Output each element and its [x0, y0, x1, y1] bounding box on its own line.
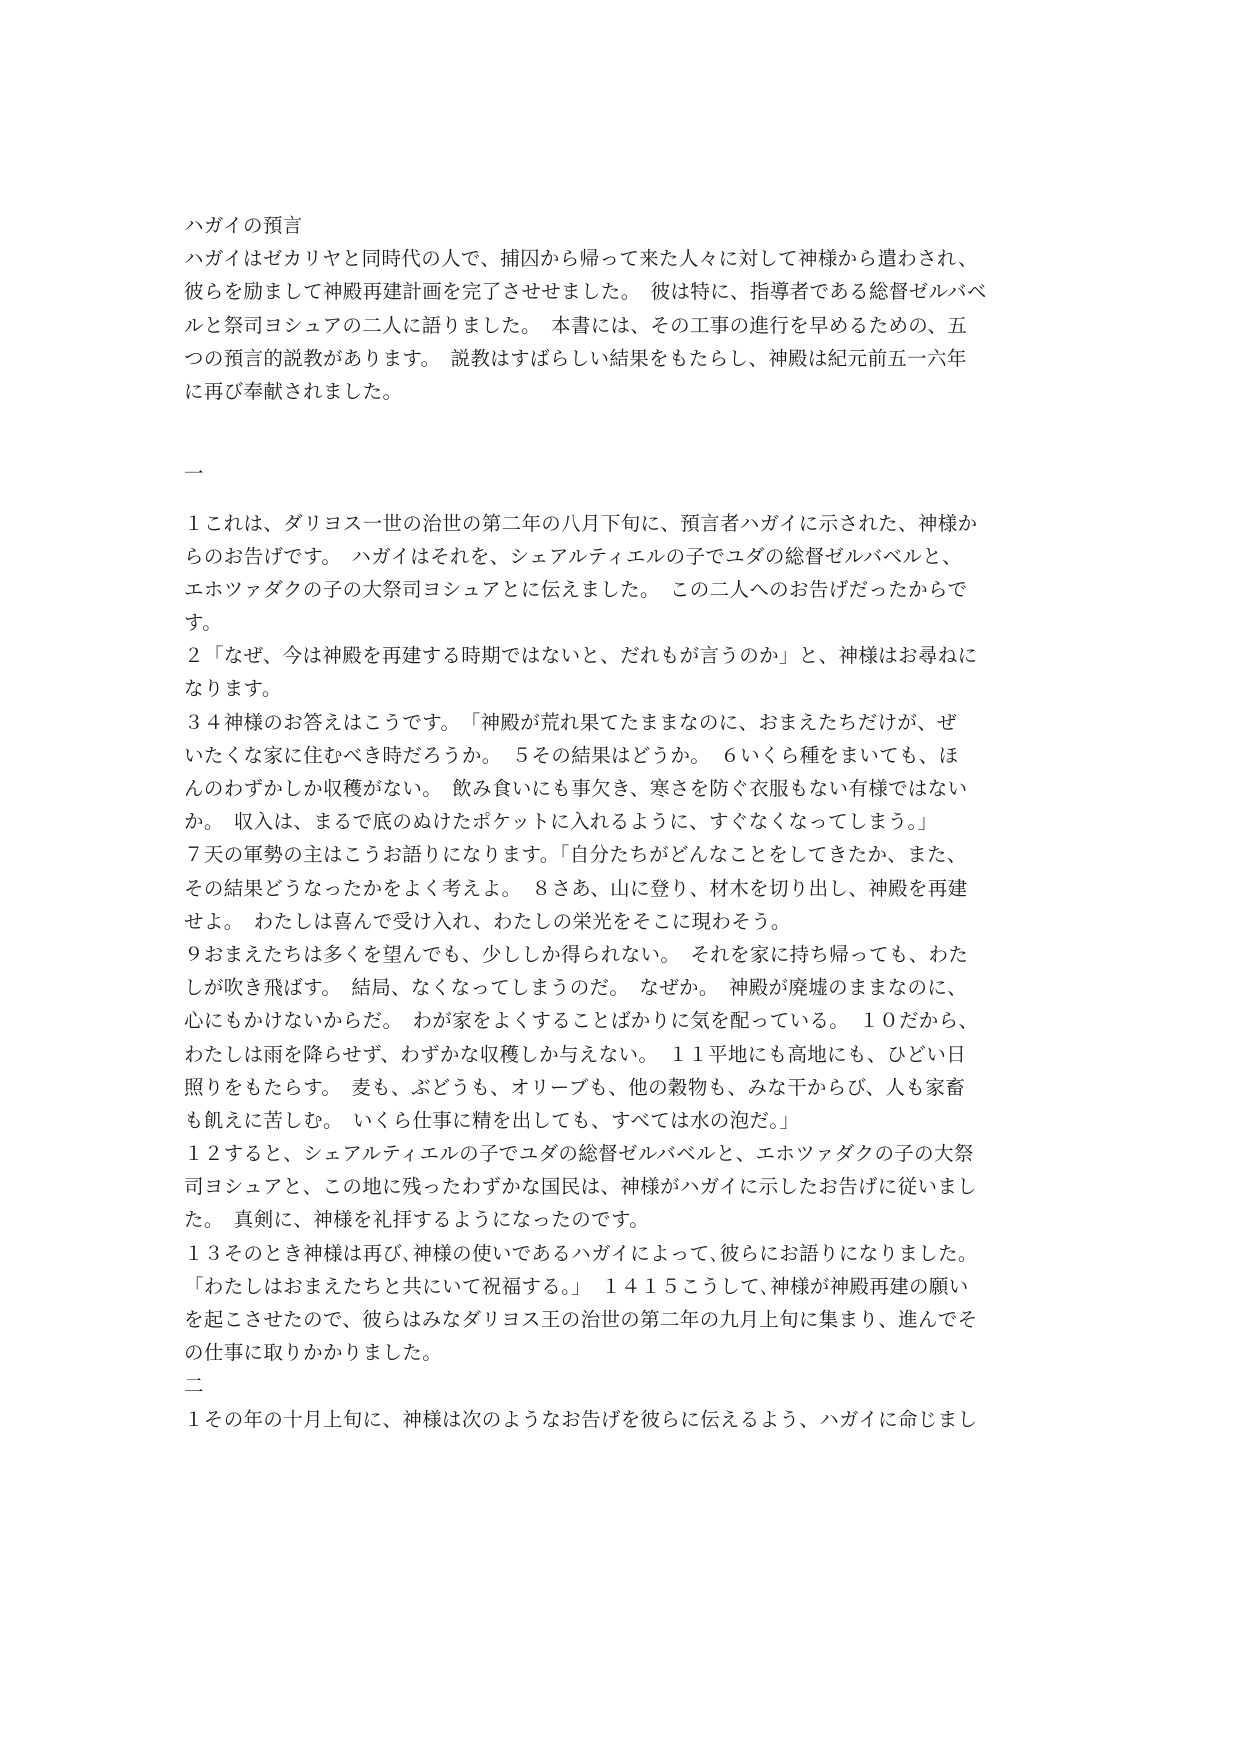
verse-line: す。 [184, 611, 223, 635]
verse-line: ７天の軍勢の主はこうお語りになります。「自分たちがどんなことをしてきたか、また、 [184, 843, 967, 867]
verse-line: 司ヨシュアと、この地に残ったわずかな国民は、神様がハガイに示したお告げに従いまし [184, 1175, 978, 1199]
intro-paragraph [184, 242, 1060, 408]
verse-line: も飢えに苦しむ。 いくら仕事に精を出しても、すべては水の泡だ。」 [184, 1108, 800, 1132]
intro-line: ルと祭司ヨシュアの二人に語りました。 本書には、その工事の進行を早めるための、五 [184, 313, 968, 337]
intro-line: ハガイはゼカリヤと同時代の人で、捕囚から帰って来た人々に対して神様から遣わされ、 [184, 247, 978, 271]
chapter-2-heading: 二 [184, 1374, 204, 1398]
verse-line: １その年の十月上旬に、神様は次のようなお告げを彼らに伝えるよう、ハガイに命じまし [184, 1407, 978, 1431]
verse-line: 「わたしはおまえたちと共にいて祝福する。」 １４１５こうして､神様が神殿再建の願い [184, 1274, 969, 1298]
document-page [184, 209, 1060, 1436]
verse-line: 心にもかけないからだ。 わが家をよくすることばかりに気を配っている。 １０だから、 [184, 1009, 979, 1033]
document-title: ハガイの預言 [184, 214, 303, 237]
verse-line: せよ。 わたしは喜んで受け入れ、わたしの栄光をそこに現わそう。 [184, 909, 791, 933]
spacer [184, 441, 1060, 457]
verse-line: １２すると、シェアルティエルの子でユダの総督ゼルバベルと、エホツァダクの子の大祭 [184, 1142, 974, 1166]
verse-line: の仕事に取りかかりました。 [184, 1341, 443, 1365]
verse-line: らのお告げです。 ハガイはそれを、シェアルティエルの子でユダの総督ゼルバベルと、 [184, 544, 963, 568]
verse-line: ９おまえたちは多くを望んでも、少ししか得られない。 それを家に持ち帰っても、わた [184, 942, 969, 966]
verse-line: ２「なぜ、今は神殿を再建する時期ではないと、だれもが言うのか」と、神様はお尋ねに [184, 644, 978, 668]
verse-line: た。 真剣に、神様を礼拝するようになったのです。 [184, 1208, 650, 1232]
verse-line: エホツァダクの子の大祭司ヨシュアとに伝えました。 この二人へのお告げだったからで [184, 577, 968, 601]
intro-line: 彼らを励まして神殿再建計画を完了させせました。 彼は特に、指導者である総督ゼルバベ [184, 280, 987, 304]
verse-line: １これは、ダリヨス一世の治世の第二年の八月下旬に、預言者ハガイに示された、神様か [184, 511, 978, 535]
verse-line: その結果どうなったかをよく考えよ。 ８さあ、山に登り、材木を切り出し、神殿を再建 [184, 876, 968, 900]
verse-line: か。 収入は、まるで底のぬけたポケットに入れるように、すぐなくなってしまう。」 [184, 810, 938, 834]
spacer [184, 408, 1060, 441]
intro-line: つの預言的説教があります。 説教はすばらしい結果をもたらし、神殿は紀元前五一六年 [184, 346, 967, 370]
verse-line: １３そのとき神様は再び､神様の使いであるハガイによって､彼らにお語りになりました。 [184, 1241, 978, 1265]
chapter-1-heading: 一 [184, 462, 204, 486]
verse-line: なります。 [184, 677, 282, 701]
verse-line: んのわずかしか収穫がない。 飲み食いにも事欠き、寒さを防ぐ衣服もない有様ではない [184, 777, 968, 800]
verse-line: ３４神様のお答えはこうです。 「神殿が荒れ果てたままなのに、おまえたちだけが、ぜ [184, 710, 957, 734]
chapter-1-body [184, 507, 1060, 1370]
verse-line: を起こさせたので、彼らはみなダリヨス王の治世の第二年の九月上旬に集まり、進んでそ [184, 1308, 978, 1331]
verse-line: いたくな家に住むべき時だろうか。 ５その結果はどうか。 ６いくら種をまいても、ほ [184, 743, 959, 767]
verse-line: 照りをもたらす。 麦も、ぶどうも、オリーブも、他の穀物も、みな干からび、人も家畜 [184, 1075, 965, 1099]
chapter-2-body [184, 1403, 1060, 1436]
intro-line: に再び奉献されました。 [184, 379, 403, 403]
spacer [184, 491, 1060, 507]
verse-line: わたしは雨を降らせず、わずかな収穫しか与えない。 １１平地にも高地にも、ひどい日 [184, 1042, 967, 1066]
verse-line: しが吹き飛ばす。 結局、なくなってしまうのだ。 なぜか。 神殿が廃墟のままなのに、 [184, 976, 968, 1000]
